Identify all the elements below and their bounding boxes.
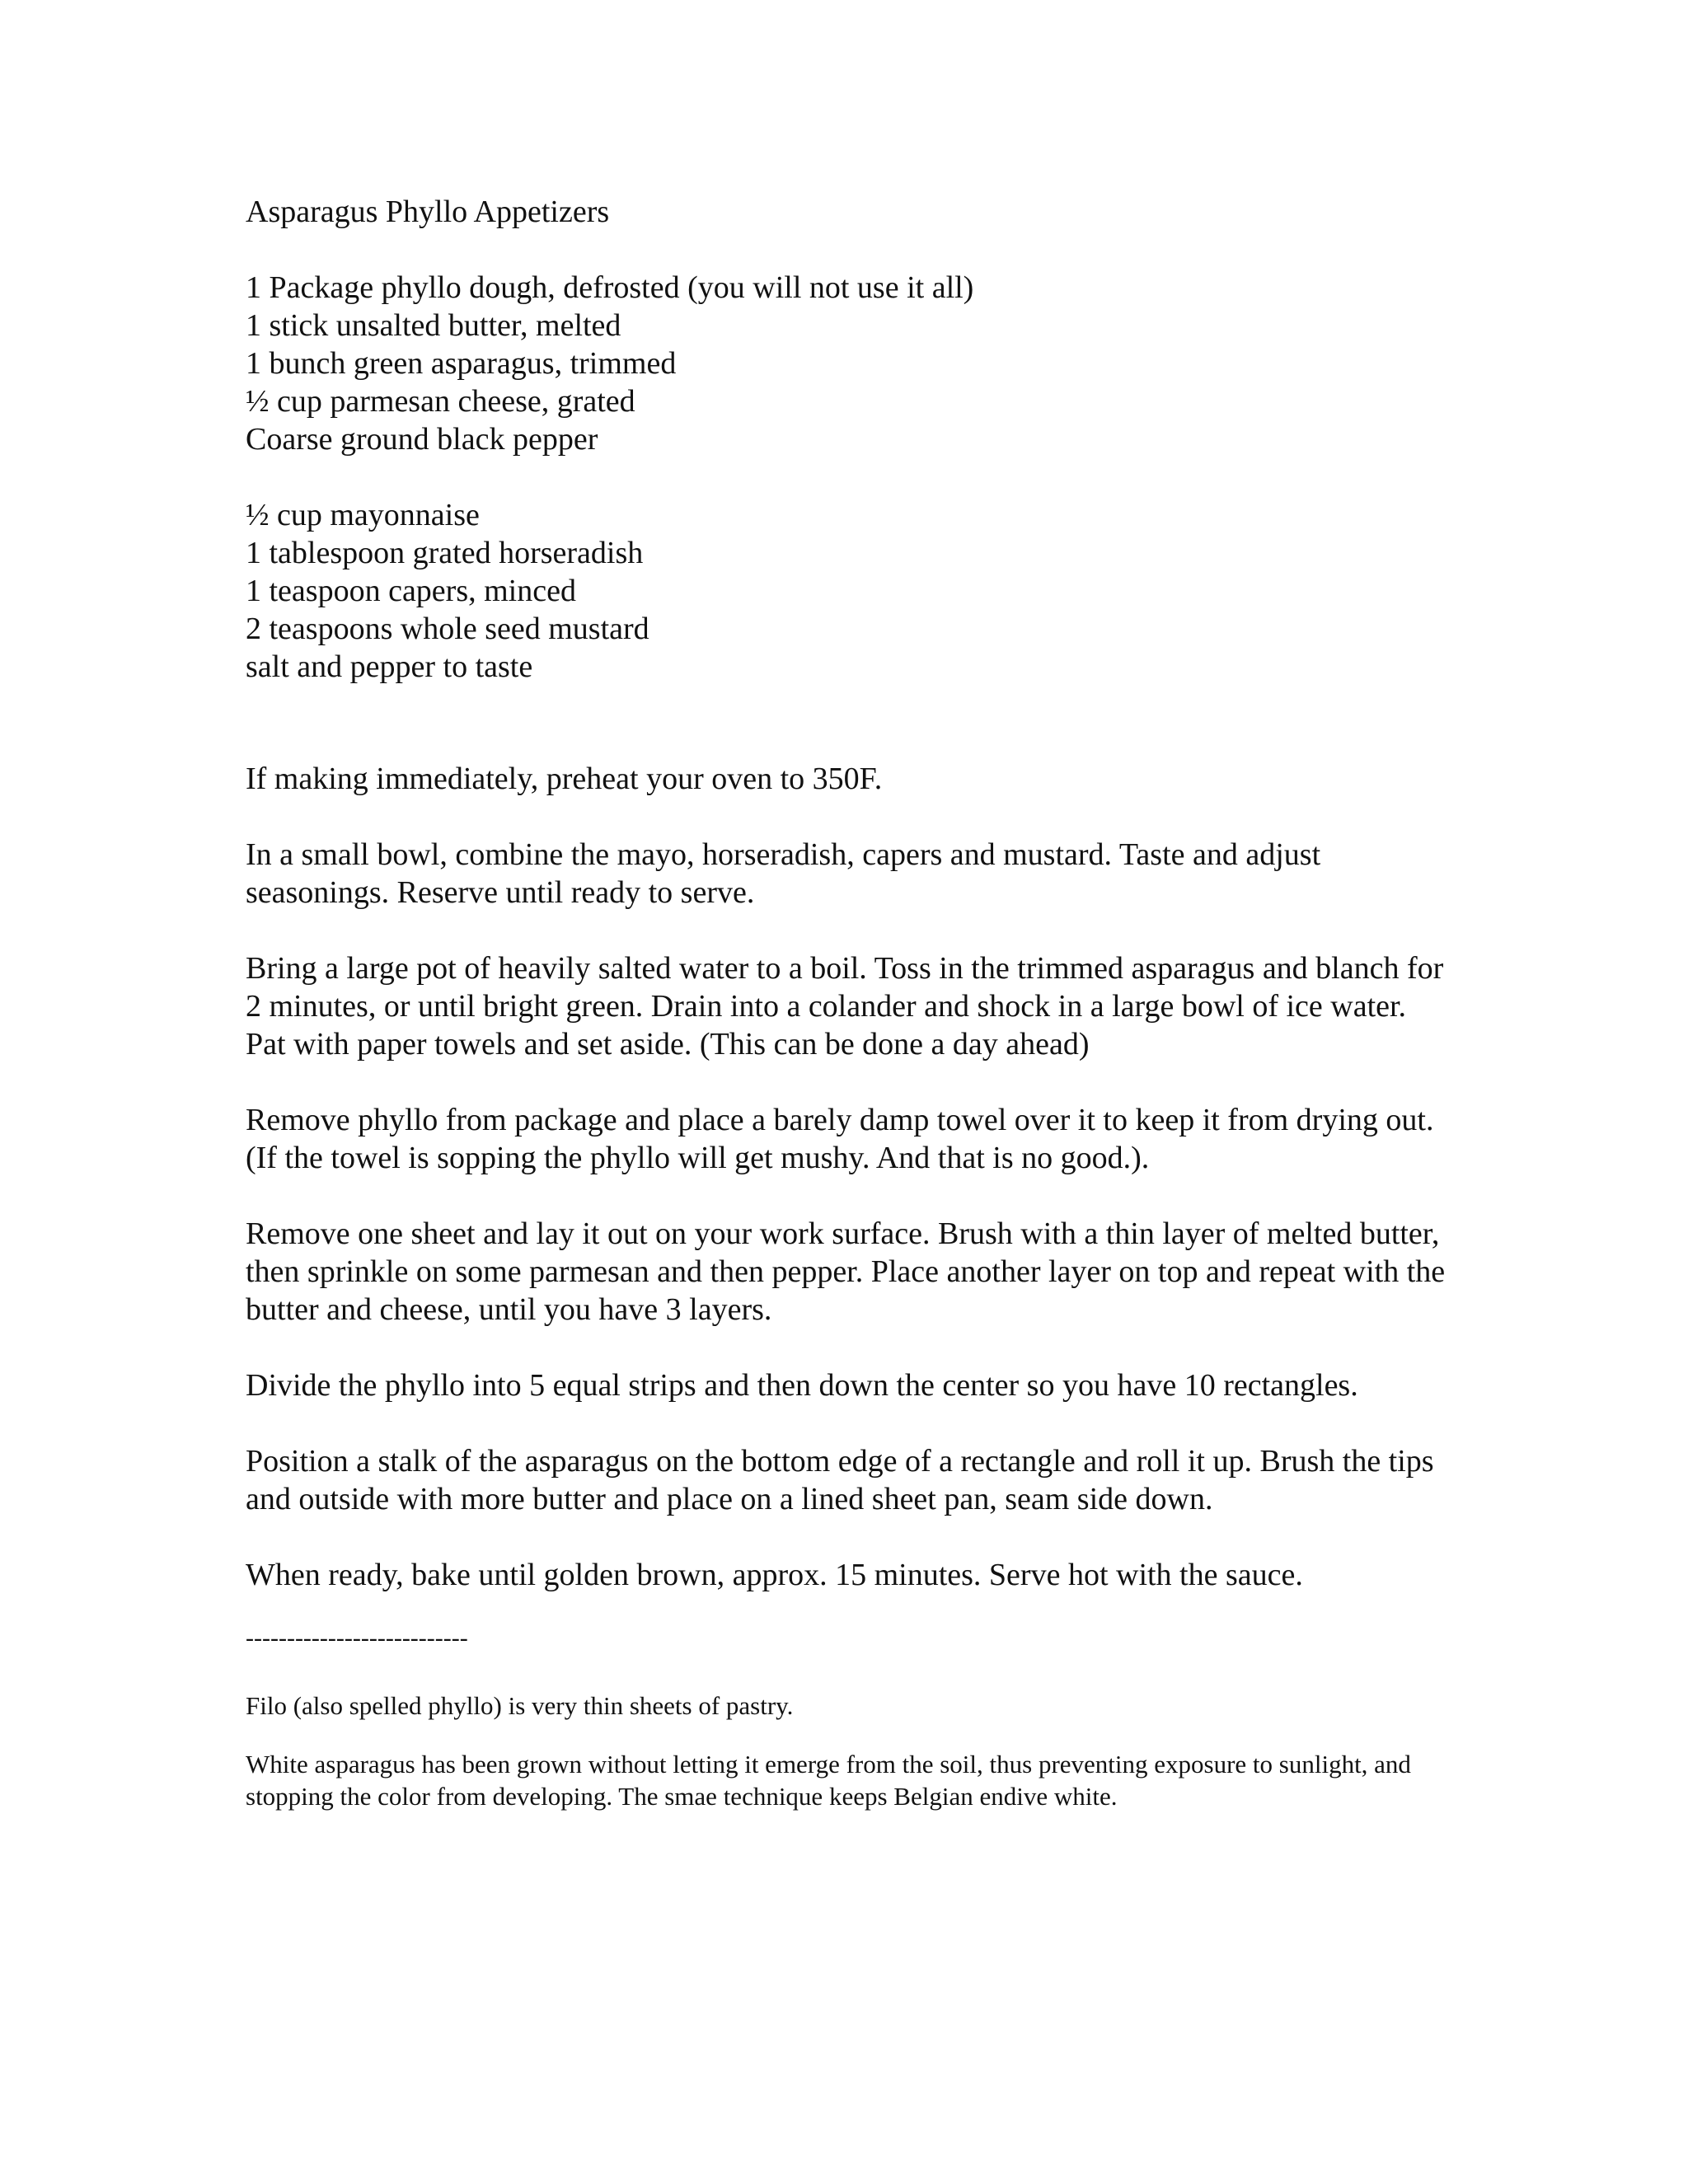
- ingredient-item: 1 Package phyllo dough, defrosted (you will not use it all): [246, 270, 974, 305]
- footnote: Filo (also spelled phyllo) is very thin sheets of pastry.: [246, 1691, 794, 1720]
- instruction-step: If making immediately, preheat your oven to 350F.: [246, 762, 883, 796]
- ingredient-item: ½ cup mayonnaise: [246, 498, 480, 532]
- instruction-step: Bring a large pot of heavily salted water to a boil. Toss in the trimmed asparagus and blanch for 2 minutes, or until bright green. Drain into a colander and shock in a large bowl of ice water. Pat with paper towels and set aside. (This can be done a day ahead): [246, 951, 1444, 1062]
- recipe-title: Asparagus Phyllo Appetizers: [246, 194, 610, 229]
- ingredient-item: salt and pepper to taste: [246, 649, 533, 684]
- instruction-step: Divide the phyllo into 5 equal strips and then down the center so you have 10 rectangles.: [246, 1368, 1358, 1403]
- sauce-ingredients-list: [246, 496, 1449, 686]
- footnote: White asparagus has been grown without letting it emerge from the soil, thus preventing exposure to sunlight, and stopping the color from developing. The smae technique keeps Belgian endive white.: [246, 1750, 1411, 1811]
- main-ingredients-list: [246, 269, 1449, 458]
- ingredient-item: 1 bunch green asparagus, trimmed: [246, 346, 677, 381]
- ingredient-item: ½ cup parmesan cheese, grated: [246, 384, 635, 419]
- instructions: [246, 760, 1449, 1594]
- instruction-step: Position a stalk of the asparagus on the bottom edge of a rectangle and roll it up. Brush the tips and outside with more butter and place on a lined sheet pan, seam side down.: [246, 1444, 1434, 1516]
- instruction-step: In a small bowl, combine the mayo, horseradish, capers and mustard. Taste and adjust seasonings. Reserve until ready to serve.: [246, 837, 1321, 910]
- ingredient-item: 1 teaspoon capers, minced: [246, 574, 576, 608]
- footnotes: [246, 1690, 1449, 1812]
- ingredient-item: 2 teaspoons whole seed mustard: [246, 612, 649, 646]
- ingredient-item: 1 tablespoon grated horseradish: [246, 536, 644, 570]
- recipe-content: [246, 193, 1449, 1839]
- instruction-step: When ready, bake until golden brown, approx. 15 minutes. Serve hot with the sauce.: [246, 1558, 1303, 1592]
- ingredient-item: 1 stick unsalted butter, melted: [246, 308, 621, 343]
- ingredient-item: Coarse ground black pepper: [246, 422, 598, 457]
- separator-line: ---------------------------: [246, 1624, 468, 1652]
- instruction-step: Remove phyllo from package and place a barely damp towel over it to keep it from drying out. (If the towel is sopping the phyllo will get mushy. And that is no good.).: [246, 1103, 1434, 1175]
- instruction-step: Remove one sheet and lay it out on your work surface. Brush with a thin layer of melted butter, then sprinkle on some parmesan and then pepper. Place another layer on top and repeat with the butter and cheese, until you have 3 layers.: [246, 1216, 1446, 1327]
